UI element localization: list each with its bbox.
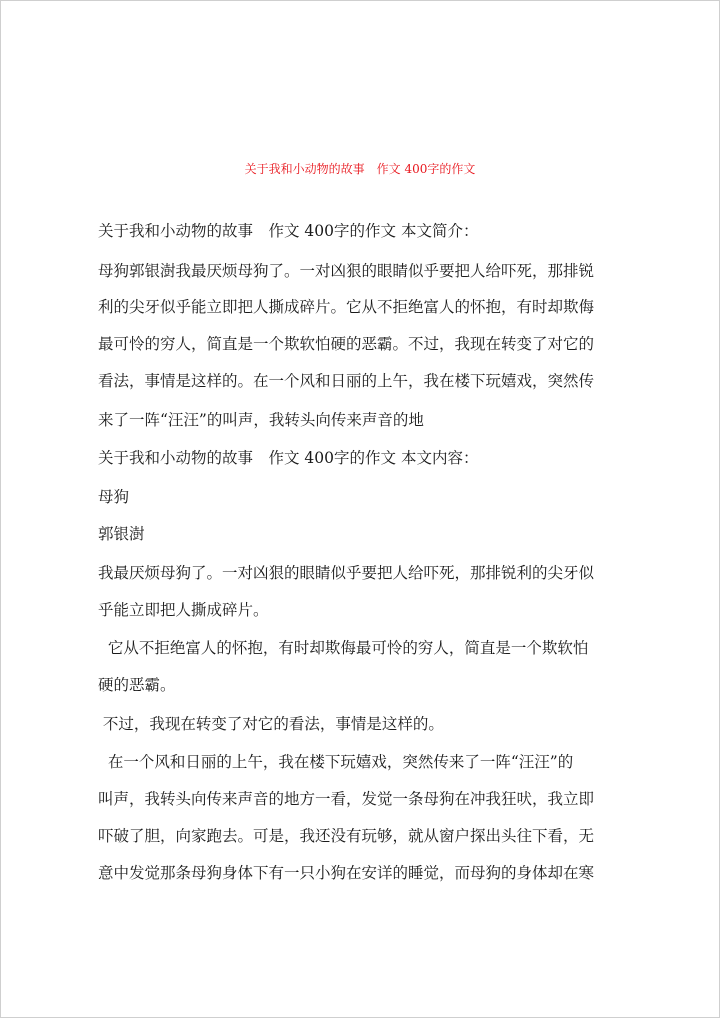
intro-heading: 关于我和小动物的故事 作文 400字的作文 本文简介： (98, 222, 479, 240)
intro-line: 母狗郭银澍我最厌烦母狗了。一对凶狠的眼睛似乎要把人给吓死，那排锐 (98, 262, 595, 280)
intro-line: 最可怜的穷人，简直是一个欺软怕硬的恶霸。不过，我现在转变了对它的 (98, 335, 595, 353)
paragraph-line: 它从不拒绝富人的怀抱，有时却欺侮最可怜的穷人，简直是一个欺软怕 (98, 639, 589, 657)
paragraph-line: 叫声，我转头向传来声音的地方一看，发觉一条母狗在冲我狂吠，我立即 (98, 790, 595, 808)
intro-line: 利的尖牙似乎能立即把人撕成碎片。它从不拒绝富人的怀抱，有时却欺侮 (98, 298, 595, 316)
intro-line: 来了一阵“汪汪”的叫声，我转头向传来声音的地 (98, 411, 424, 429)
content-heading: 关于我和小动物的故事 作文 400字的作文 本文内容： (98, 449, 479, 467)
paragraph-line: 不过，我现在转变了对它的看法，事情是这样的。 (98, 715, 444, 733)
paragraph-line: 我最厌烦母狗了。一对凶狠的眼睛似乎要把人给吓死，那排锐利的尖牙似 (98, 564, 595, 582)
paragraph-line: 意中发觉那条母狗身体下有一只小狗在安详的睡觉，而母狗的身体却在寒 (98, 864, 595, 882)
content-title: 母狗 (98, 488, 130, 506)
paragraph-line: 硬的恶霸。 (98, 676, 176, 694)
content-author: 郭银澍 (98, 525, 145, 543)
intro-line: 看法，事情是这样的。在一个风和日丽的上午，我在楼下玩嬉戏，突然传 (98, 372, 595, 390)
document-title: 关于我和小动物的故事 作文 400字的作文 (244, 162, 476, 176)
paragraph-line: 在一个风和日丽的上午，我在楼下玩嬉戏，突然传来了一阵“汪汪”的 (98, 753, 574, 771)
paragraph-line: 吓破了胆，向家跑去。可是，我还没有玩够，就从窗户探出头往下看，无 (98, 827, 595, 845)
paragraph-line: 乎能立即把人撕成碎片。 (98, 601, 269, 619)
